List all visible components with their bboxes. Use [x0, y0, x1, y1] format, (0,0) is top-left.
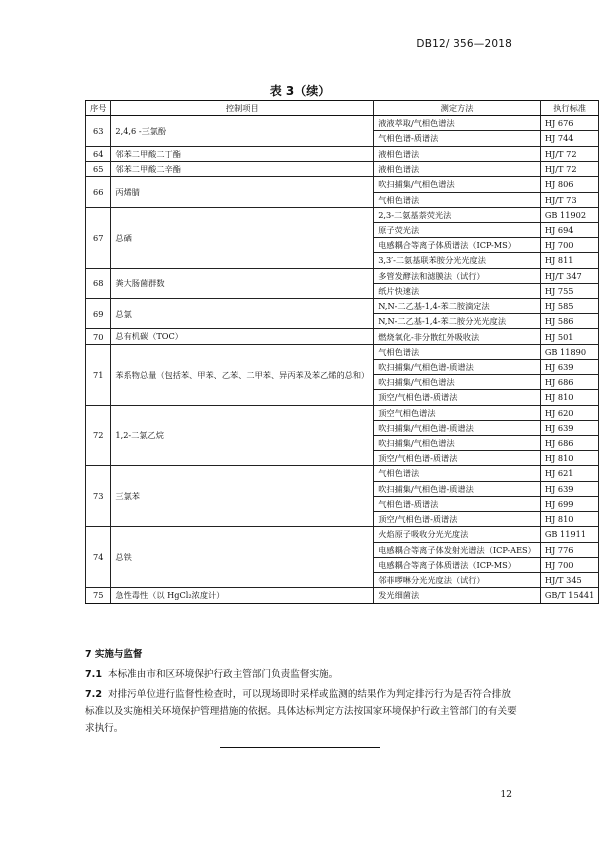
paragraph-number: 7.2	[85, 689, 102, 700]
control-item: 1,2-二氯乙烷	[111, 405, 374, 466]
table-row	[86, 344, 599, 359]
test-method: 液相色谱法	[374, 146, 541, 161]
control-item: 急性毒性（以 HgCl₂浓度计）	[111, 588, 374, 603]
control-item: 邻苯二甲酸二丁酯	[111, 146, 374, 161]
test-method: 3,3′-二氨基联苯胺分光光度法	[374, 253, 541, 268]
paragraph-number: 7.1	[85, 669, 102, 680]
control-item: 总有机碳（TOC）	[111, 329, 374, 344]
standard-code: HJ 810	[540, 390, 598, 405]
table-row	[86, 588, 599, 603]
standard-code: HJ/T 345	[540, 572, 598, 587]
table-row	[86, 329, 599, 344]
row-number: 69	[86, 299, 111, 329]
standard-code: HJ 686	[540, 436, 598, 451]
test-method: 吹扫捕集/气相色谱-质谱法	[374, 360, 541, 375]
column-header-standard: 执行标准	[540, 101, 598, 116]
row-number: 64	[86, 146, 111, 161]
standard-code: GB/T 15441	[540, 588, 598, 603]
test-method: 气相色谱法	[374, 466, 541, 481]
standard-code: GB 11890	[540, 344, 598, 359]
test-method: 液液萃取/气相色谱法	[374, 116, 541, 131]
paragraph-text: 本标准由市和区环境保护行政主管部门负责监督实施。	[108, 669, 339, 680]
column-header-method: 测定方法	[374, 101, 541, 116]
table-row	[86, 146, 599, 161]
test-method: 电感耦合等离子体质谱法（ICP-MS）	[374, 238, 541, 253]
standard-code: HJ 620	[540, 405, 598, 420]
standard-code: HJ/T 72	[540, 162, 598, 177]
standard-code: HJ 700	[540, 238, 598, 253]
standard-code: HJ/T 347	[540, 268, 598, 283]
test-method: 气相色谱-质谱法	[374, 131, 541, 146]
test-method: 吹扫捕集/气相色谱法	[374, 177, 541, 192]
row-number: 72	[86, 405, 111, 466]
test-method: 纸片快速法	[374, 283, 541, 298]
standard-code: HJ 639	[540, 420, 598, 435]
document-code: DB12/ 356—2018	[416, 38, 512, 50]
test-method: 顶空/气相色谱-质谱法	[374, 390, 541, 405]
test-method: 液相色谱法	[374, 162, 541, 177]
row-number: 68	[86, 268, 111, 298]
standard-code: HJ 810	[540, 512, 598, 527]
standard-code: HJ 776	[540, 542, 598, 557]
section-heading: 7 实施与监督	[85, 649, 143, 660]
table-row	[86, 116, 599, 131]
column-header-no: 序号	[86, 101, 111, 116]
table-body	[86, 116, 599, 603]
test-method: 吹扫捕集/气相色谱法	[374, 436, 541, 451]
standard-code: HJ 700	[540, 557, 598, 572]
control-item: 总氯	[111, 299, 374, 329]
test-method: 顶空/气相色谱-质谱法	[374, 451, 541, 466]
standard-code: HJ 699	[540, 496, 598, 511]
test-method: 气相色谱法	[374, 192, 541, 207]
standard-code: GB 11902	[540, 207, 598, 222]
standard-code: HJ 811	[540, 253, 598, 268]
standard-code: HJ 806	[540, 177, 598, 192]
standard-code: HJ/T 73	[540, 192, 598, 207]
table-row	[86, 177, 599, 192]
standard-code: HJ 621	[540, 466, 598, 481]
row-number: 67	[86, 207, 111, 268]
control-item: 邻苯二甲酸二辛酯	[111, 162, 374, 177]
test-method: 顶空/气相色谱-质谱法	[374, 512, 541, 527]
test-method: 火焰原子吸收分光光度法	[374, 527, 541, 542]
test-method: 气相色谱法	[374, 344, 541, 359]
row-number: 65	[86, 162, 111, 177]
test-method: 2,3-二氨基萘荧光法	[374, 207, 541, 222]
test-method: 电感耦合等离子体质谱法（ICP-MS）	[374, 557, 541, 572]
paragraph-text: 对排污单位进行监督性检查时，可以现场即时采样或监测的结果作为判定排污行为是否符合排放标准以及实施相关环境保护管理措施的依据。具体达标判定方法按国家环境保护行政主管部门的有关要求执行。	[85, 689, 517, 734]
table-title: 表 3（续）	[269, 84, 331, 98]
standard-code: HJ 501	[540, 329, 598, 344]
table-row	[86, 527, 599, 542]
table-row	[86, 299, 599, 314]
standards-table	[85, 100, 599, 604]
row-number: 74	[86, 527, 111, 588]
page-number: 12	[500, 790, 512, 800]
test-method: 多管发酵法和滤膜法（试行）	[374, 268, 541, 283]
test-method: N,N-二乙基-1,4-苯二胺分光光度法	[374, 314, 541, 329]
standard-code: HJ 639	[540, 360, 598, 375]
control-item: 苯系物总量（包括苯、甲苯、乙苯、二甲苯、异丙苯及苯乙烯的总和）	[111, 344, 374, 405]
paragraph-7-1	[85, 666, 517, 683]
test-method: 吹扫捕集/气相色谱-质谱法	[374, 481, 541, 496]
row-number: 66	[86, 177, 111, 207]
standard-code: GB 11911	[540, 527, 598, 542]
standard-code: HJ 586	[540, 314, 598, 329]
end-of-document-rule	[220, 747, 380, 748]
control-item: 总硒	[111, 207, 374, 268]
table-row	[86, 162, 599, 177]
paragraph-7-2	[85, 686, 517, 737]
control-item: 三氯苯	[111, 466, 374, 527]
test-method: 原子荧光法	[374, 223, 541, 238]
test-method: 燃烧氧化-非分散红外吸收法	[374, 329, 541, 344]
standard-code: HJ 639	[540, 481, 598, 496]
control-item: 2,4,6 -三氯酚	[111, 116, 374, 146]
table-header-row	[86, 101, 599, 116]
row-number: 63	[86, 116, 111, 146]
table-row	[86, 268, 599, 283]
row-number: 75	[86, 588, 111, 603]
standard-code: HJ 810	[540, 451, 598, 466]
standard-code: HJ 585	[540, 299, 598, 314]
test-method: 气相色谱-质谱法	[374, 496, 541, 511]
standard-code: HJ 694	[540, 223, 598, 238]
control-item: 丙烯腈	[111, 177, 374, 207]
control-item: 粪大肠菌群数	[111, 268, 374, 298]
column-header-item: 控制项目	[111, 101, 374, 116]
test-method: 顶空气相色谱法	[374, 405, 541, 420]
row-number: 71	[86, 344, 111, 405]
table-row	[86, 405, 599, 420]
test-method: N,N-二乙基-1,4-苯二胺滴定法	[374, 299, 541, 314]
control-item: 总铁	[111, 527, 374, 588]
test-method: 吹扫捕集/气相色谱-质谱法	[374, 420, 541, 435]
row-number: 73	[86, 466, 111, 527]
table-row	[86, 207, 599, 222]
test-method: 吹扫捕集/气相色谱法	[374, 375, 541, 390]
table-row	[86, 466, 599, 481]
test-method: 邻菲啰啉分光光度法（试行）	[374, 572, 541, 587]
standard-code: HJ 676	[540, 116, 598, 131]
test-method: 发光细菌法	[374, 588, 541, 603]
standard-code: HJ/T 72	[540, 146, 598, 161]
test-method: 电感耦合等离子体发射光谱法（ICP-AES）	[374, 542, 541, 557]
standard-code: HJ 755	[540, 283, 598, 298]
standard-code: HJ 744	[540, 131, 598, 146]
standard-code: HJ 686	[540, 375, 598, 390]
row-number: 70	[86, 329, 111, 344]
